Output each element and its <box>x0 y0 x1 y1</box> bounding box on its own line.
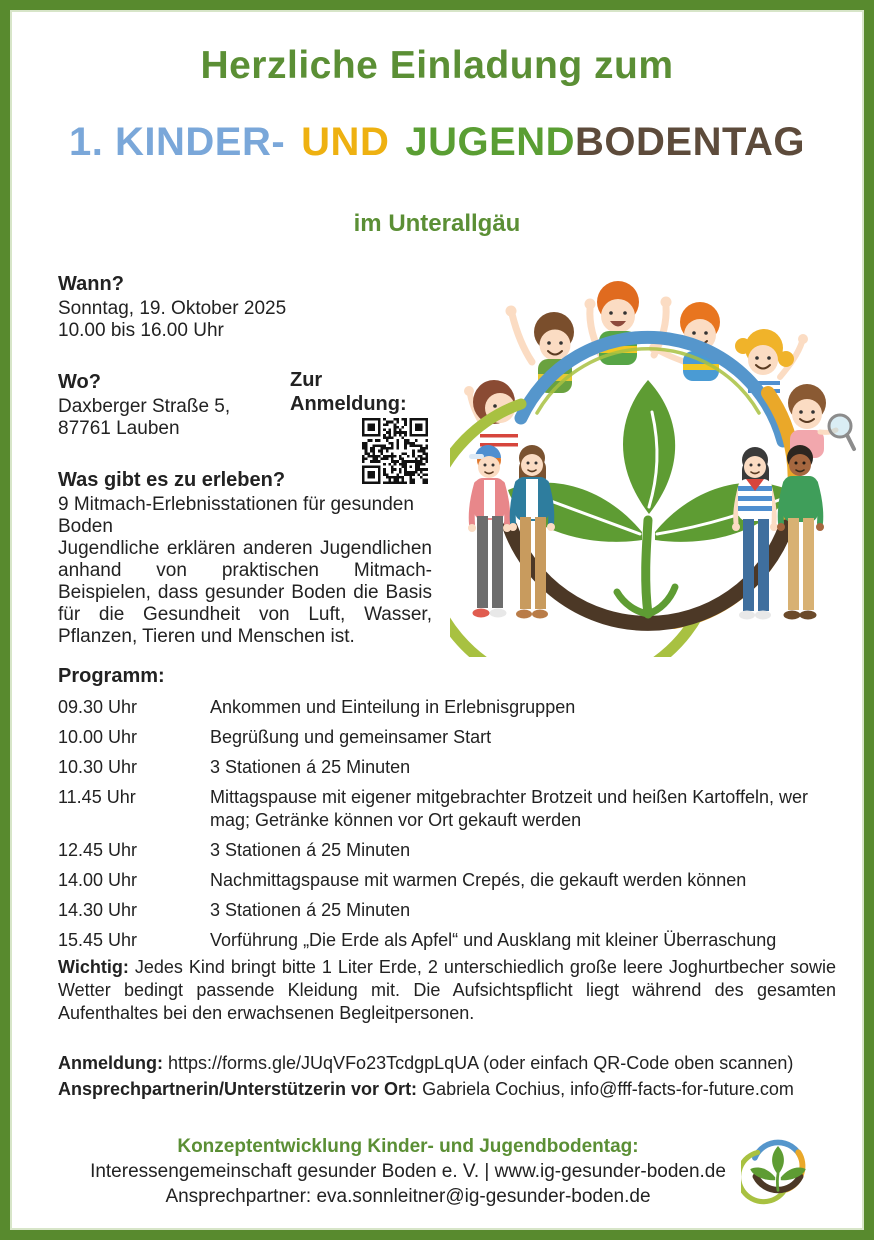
experience-section <box>58 468 432 648</box>
program-time: 14.00 Uhr <box>58 870 138 890</box>
program-row <box>58 696 838 719</box>
program-time: 15.45 Uhr <box>58 930 138 950</box>
footer <box>58 1134 758 1209</box>
program-heading: Programm: <box>58 665 165 687</box>
event-subtitle: im Unterallgäu <box>353 210 521 237</box>
title-part-jugend: JUGEND <box>405 120 576 164</box>
program-desc: Vorführung „Die Erde als Apfel“ und Ausklang mit kleiner Überraschung <box>210 930 777 950</box>
program-desc: Begrüßung und gemeinsamer Start <box>210 727 492 747</box>
signup-line <box>58 1050 850 1076</box>
invite-heading: Herzliche Einladung zum <box>200 44 674 87</box>
when-time: 10.00 bis 16.00 Uhr <box>58 320 224 341</box>
program-section <box>58 665 838 959</box>
experience-intro: 9 Mitmach-Erlebnisstationen für gesunden Boden <box>58 494 414 537</box>
event-title <box>10 120 864 165</box>
footer-org-line <box>58 1159 758 1184</box>
signup-label: Anmeldung: <box>58 1053 168 1073</box>
experience-heading: Was gibt es zu erleben? <box>58 469 286 491</box>
signup-contact-email-link[interactable]: info@fff-facts-for-future.com <box>570 1079 794 1099</box>
signup-contact-line <box>58 1076 850 1102</box>
program-row <box>58 786 838 832</box>
program-row <box>58 756 838 779</box>
footer-contact-label: Ansprechpartner: <box>165 1186 317 1207</box>
children-circle-illustration <box>450 262 874 657</box>
experience-paragraph: Jugendliche erklären anderen Jugendlichen anhand von praktischen Mitmach-Beispielen, dass gesunder Boden die Basis für die Gesundheit von Luft, Wasser, Pflanzen, Tieren und Menschen ist. <box>58 538 432 647</box>
title-part-und: UND <box>301 120 390 164</box>
registration-callout <box>290 368 430 484</box>
title-part-kinder: 1. KINDER- <box>69 120 286 164</box>
program-time: 14.30 Uhr <box>58 900 138 920</box>
program-desc: 3 Stationen á 25 Minuten <box>210 757 411 777</box>
footer-website-link[interactable]: www.ig-gesunder-boden.de <box>494 1161 726 1182</box>
signup-contact-name: Gabriela Cochius, <box>422 1079 571 1099</box>
where-heading: Wo? <box>58 371 101 393</box>
program-desc: 3 Stationen á 25 Minuten <box>210 900 411 920</box>
when-date: Sonntag, 19. Oktober 2025 <box>58 298 287 319</box>
program-time: 10.30 Uhr <box>58 757 138 777</box>
when-heading: Wann? <box>58 273 124 295</box>
when-section <box>58 272 432 342</box>
title-part-bodentag: BODENTAG <box>575 120 805 164</box>
program-time: 10.00 Uhr <box>58 727 138 747</box>
program-desc: Ankommen und Einteilung in Erlebnisgruppen <box>210 697 576 717</box>
footer-org: Interessengemeinschaft gesunder Boden e. V. | <box>90 1161 495 1182</box>
program-time: 11.45 Uhr <box>58 787 136 807</box>
qr-code-icon <box>362 418 428 484</box>
footer-heading: Konzeptentwicklung Kinder- und Jugendbodentag: <box>177 1136 639 1157</box>
footer-contact-line <box>58 1184 758 1209</box>
important-text: Jedes Kind bringt bitte 1 Liter Erde, 2 unterschiedlich große leere Joghurtbecher sowie Wetter bedingt passende Kleidung mit. Die Aufsichtspflicht liegt während des gesamten Aufenthaltes bei den erwachsenen Begleitpersonen. <box>58 957 836 1023</box>
program-row <box>58 899 838 922</box>
program-row <box>58 869 838 892</box>
footer-contact-email-link[interactable]: eva.sonnleitner@ig-gesunder-boden.de <box>316 1186 651 1207</box>
signup-section <box>58 1050 850 1102</box>
program-desc: Nachmittagspause mit warmen Crepés, die gekauft werden können <box>210 870 747 890</box>
program-desc: 3 Stationen á 25 Minuten <box>210 840 411 860</box>
program-row <box>58 726 838 749</box>
signup-url-suffix: (oder einfach QR-Code oben scannen) <box>478 1053 794 1073</box>
program-time: 12.45 Uhr <box>58 840 138 860</box>
important-note <box>58 956 836 1025</box>
program-row <box>58 929 838 952</box>
signup-url-link[interactable]: https://forms.gle/JUqVFo23TcdgpLqUA <box>168 1053 479 1073</box>
signup-contact-label: Ansprechpartnerin/Unterstützerin vor Ort: <box>58 1079 423 1099</box>
registration-label: Zur Anmeldung: <box>290 369 407 415</box>
program-row <box>58 839 838 862</box>
where-address-line2: 87761 Lauben <box>58 418 180 439</box>
ig-gesunder-boden-logo <box>741 1130 815 1210</box>
program-desc: Mittagspause mit eigener mitgebrachter Brotzeit und heißen Kartoffeln, wer mag; Getränke können vor Ort gekauft werden <box>210 787 808 830</box>
program-time: 09.30 Uhr <box>58 697 138 717</box>
important-label: Wichtig: <box>58 957 135 977</box>
where-address-line1: Daxberger Straße 5, <box>58 396 231 417</box>
